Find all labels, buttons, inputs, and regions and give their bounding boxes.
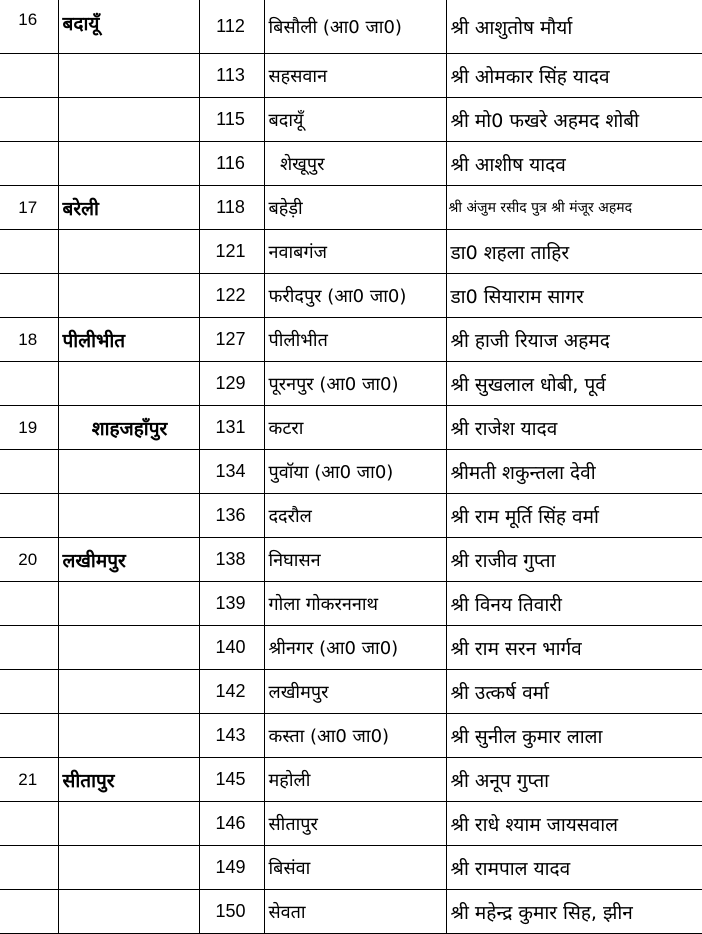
constituency-number: 138 [199,538,264,582]
table-row [0,0,702,54]
candidate-name: श्री आशुतोष मौर्या [446,0,702,54]
constituency-number: 145 [199,758,264,802]
candidate-name: श्री राम सरन भार्गव [446,626,702,670]
table-row [0,450,702,494]
constituency-name: पूरनपुर (आ0 जा0) [264,362,446,406]
district-serial: 20 [0,538,58,582]
district-name: लखीमपुर [58,538,199,582]
district-serial: 17 [0,186,58,230]
constituency-name: पुवॉया (आ0 जा0) [264,450,446,494]
candidate-name: श्री रामपाल यादव [446,846,702,890]
district-serial [0,890,58,934]
constituency-number: 113 [199,54,264,98]
district-name [58,670,199,714]
constituency-number: 131 [199,406,264,450]
district-name [58,802,199,846]
table-row [0,406,702,450]
constituency-number: 121 [199,230,264,274]
candidate-name: श्री राम मूर्ति सिंह वर्मा [446,494,702,538]
constituency-name: शेखूपुर [264,142,446,186]
district-serial [0,54,58,98]
constituency-name: बदायूँ [264,98,446,142]
district-serial [0,846,58,890]
table-row [0,54,702,98]
constituency-number: 142 [199,670,264,714]
candidate-name: श्री उत्कर्ष वर्मा [446,670,702,714]
constituency-name: गोला गोकरननाथ [264,582,446,626]
constituency-name: बिसंवा [264,846,446,890]
district-serial [0,362,58,406]
constituency-number: 146 [199,802,264,846]
constituency-name: फरीदपुर (आ0 जा0) [264,274,446,318]
table-row [0,846,702,890]
table-row [0,494,702,538]
district-name [58,54,199,98]
constituency-number: 129 [199,362,264,406]
table-row [0,626,702,670]
constituency-name: महोली [264,758,446,802]
table-row [0,318,702,362]
district-serial: 16 [0,0,58,54]
table-row [0,274,702,318]
table-row [0,98,702,142]
candidate-name: डा0 सियाराम सागर [446,274,702,318]
candidate-name: श्री आशीष यादव [446,142,702,186]
district-name [58,626,199,670]
district-name [58,230,199,274]
candidate-name: श्री सुनील कुमार लाला [446,714,702,758]
candidate-name: श्री हाजी रियाज अहमद [446,318,702,362]
district-serial: 18 [0,318,58,362]
district-serial: 19 [0,406,58,450]
constituency-number: 140 [199,626,264,670]
constituency-number: 118 [199,186,264,230]
constituency-number: 136 [199,494,264,538]
constituency-name: निघासन [264,538,446,582]
table-row [0,142,702,186]
constituency-number: 116 [199,142,264,186]
table-row [0,582,702,626]
constituency-name: सहसवान [264,54,446,98]
candidate-name: श्रीमती शकुन्तला देवी [446,450,702,494]
constituency-name: सेवता [264,890,446,934]
table-row [0,362,702,406]
table-row [0,714,702,758]
table-row [0,670,702,714]
constituency-name: सीतापुर [264,802,446,846]
district-name [58,142,199,186]
district-serial [0,626,58,670]
district-serial [0,802,58,846]
constituency-number: 134 [199,450,264,494]
district-name: पीलीभीत [58,318,199,362]
district-name [58,846,199,890]
constituency-name: ददरौल [264,494,446,538]
candidate-name: डा0 शहला ताहिर [446,230,702,274]
table-row [0,538,702,582]
candidate-name: श्री सुखलाल धोबी, पूर्व [446,362,702,406]
candidate-name: श्री मो0 फखरे अहमद शोबी [446,98,702,142]
district-name [58,274,199,318]
district-name [58,494,199,538]
constituency-name: कटरा [264,406,446,450]
district-serial [0,142,58,186]
table-row [0,186,702,230]
constituency-name: लखीमपुर [264,670,446,714]
table-row [0,758,702,802]
candidate-name: श्री अंजुम रसीद पुत्र श्री मंजूर अहमद [446,186,702,230]
district-serial [0,714,58,758]
candidate-name: श्री विनय तिवारी [446,582,702,626]
constituency-number: 150 [199,890,264,934]
table-row [0,802,702,846]
constituency-name: बहेड़ी [264,186,446,230]
constituency-name: बिसौली (आ0 जा0) [264,0,446,54]
candidate-name: श्री राधे श्याम जायसवाल [446,802,702,846]
constituency-number: 122 [199,274,264,318]
district-name [58,714,199,758]
district-serial [0,670,58,714]
constituency-number: 112 [199,0,264,54]
district-name: सीतापुर [58,758,199,802]
constituency-number: 115 [199,98,264,142]
table-row [0,230,702,274]
constituency-name: नवाबगंज [264,230,446,274]
constituency-name: कस्ता (आ0 जा0) [264,714,446,758]
constituency-name: पीलीभीत [264,318,446,362]
district-name: बदायूँ [58,0,199,54]
district-serial [0,98,58,142]
district-name [58,98,199,142]
candidate-name: श्री महेन्द्र कुमार सिह, झीन [446,890,702,934]
constituency-number: 139 [199,582,264,626]
candidate-name: श्री अनूप गुप्ता [446,758,702,802]
district-serial [0,274,58,318]
district-name [58,362,199,406]
district-serial [0,494,58,538]
district-name: बरेली [58,186,199,230]
constituency-number: 149 [199,846,264,890]
candidate-name: श्री राजीव गुप्ता [446,538,702,582]
constituency-number: 143 [199,714,264,758]
constituency-number: 127 [199,318,264,362]
district-serial [0,582,58,626]
district-name: शाहजहाँपुर [58,406,199,450]
table-row [0,890,702,934]
district-serial: 21 [0,758,58,802]
candidate-name: श्री राजेश यादव [446,406,702,450]
candidate-name: श्री ओमकार सिंह यादव [446,54,702,98]
district-serial [0,230,58,274]
district-name [58,890,199,934]
district-name [58,582,199,626]
district-serial [0,450,58,494]
constituency-name: श्रीनगर (आ0 जा0) [264,626,446,670]
district-name [58,450,199,494]
